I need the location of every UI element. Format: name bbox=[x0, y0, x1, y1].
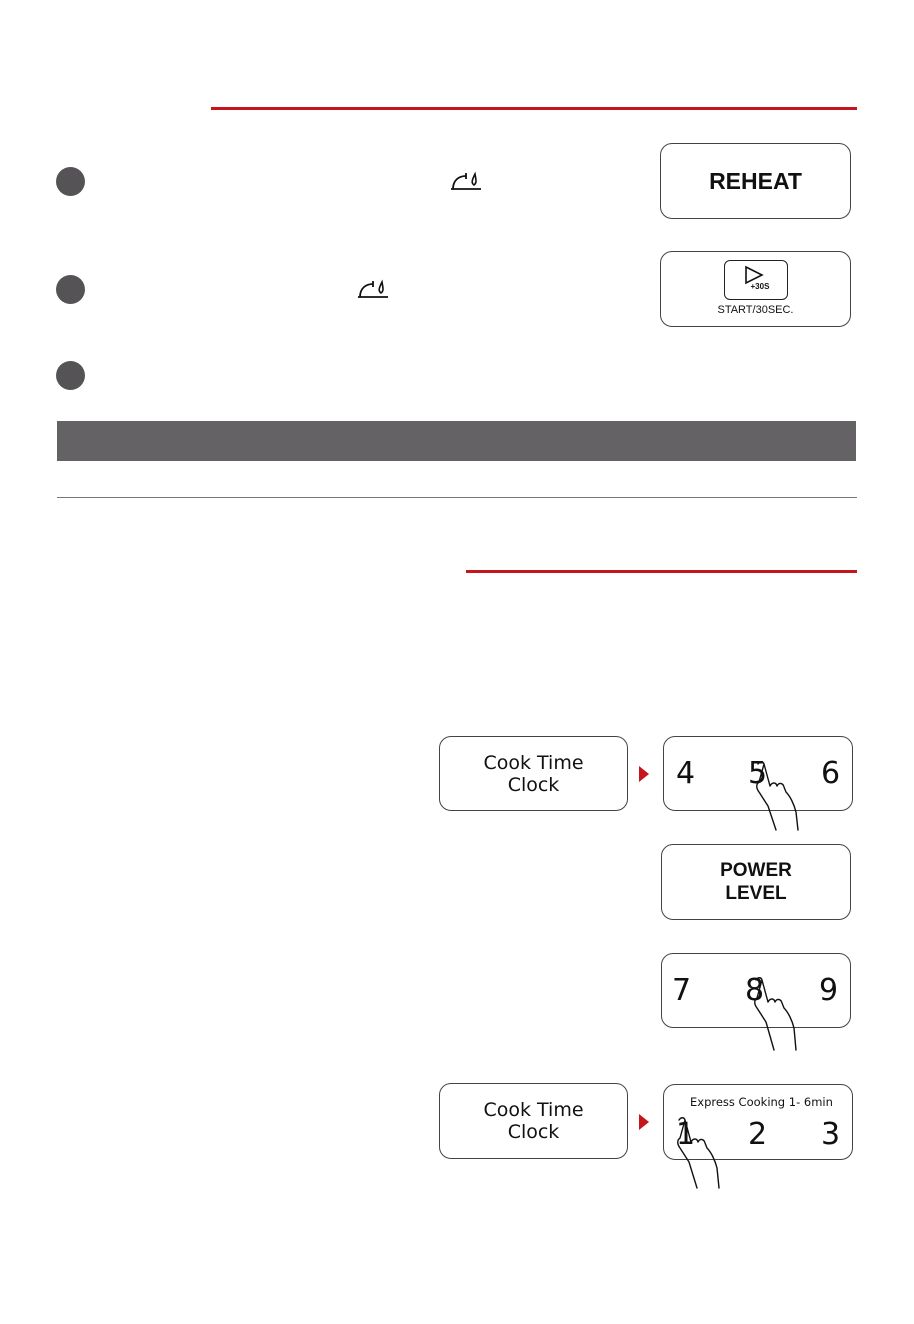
step-1-marker bbox=[56, 167, 85, 196]
step-2-marker bbox=[56, 275, 85, 304]
power-label: POWER bbox=[720, 860, 792, 881]
key-9[interactable]: 9 bbox=[819, 973, 839, 1008]
key-7[interactable]: 7 bbox=[672, 973, 692, 1008]
arrow-right-icon bbox=[639, 1114, 649, 1130]
cook-time-label: Cook Time bbox=[483, 751, 584, 774]
key-2[interactable]: 2 bbox=[748, 1117, 768, 1152]
key-1[interactable]: 1 bbox=[676, 1117, 696, 1152]
cook-time-label: Cook Time bbox=[483, 1099, 584, 1121]
note-bar bbox=[57, 421, 856, 461]
key-3[interactable]: 3 bbox=[821, 1117, 841, 1152]
pointing-hand-icon bbox=[673, 1116, 723, 1190]
arrow-right-icon bbox=[639, 766, 649, 782]
cook-time-clock-button[interactable] bbox=[439, 1083, 628, 1159]
reheat-dish-icon bbox=[356, 278, 390, 300]
section-divider-express bbox=[466, 570, 857, 573]
key-6[interactable]: 6 bbox=[821, 756, 841, 791]
cook-time-clock-button[interactable] bbox=[439, 736, 628, 811]
key-5[interactable]: 5 bbox=[748, 756, 768, 791]
reheat-button[interactable] bbox=[660, 143, 851, 219]
section-divider-top bbox=[211, 107, 857, 110]
step-3-marker bbox=[56, 361, 85, 390]
reheat-dish-icon bbox=[449, 170, 483, 192]
level-label: LEVEL bbox=[725, 883, 787, 904]
start-30sec-label: START/30SEC. bbox=[717, 303, 794, 316]
clock-label: Clock bbox=[507, 773, 560, 796]
plus-30s-text: +30S bbox=[750, 281, 770, 291]
reheat-button-label: REHEAT bbox=[709, 167, 802, 194]
pointing-hand-icon bbox=[748, 756, 802, 832]
express-cooking-caption: Express Cooking 1- 6min bbox=[690, 1095, 833, 1109]
start-30sec-button[interactable] bbox=[660, 251, 851, 327]
clock-label: Clock bbox=[507, 1121, 560, 1143]
key-8[interactable]: 8 bbox=[745, 973, 765, 1008]
power-level-button[interactable] bbox=[661, 844, 851, 920]
section-separator bbox=[57, 497, 857, 498]
key-4[interactable]: 4 bbox=[676, 756, 696, 791]
pointing-hand-icon bbox=[748, 976, 800, 1052]
start-icon-frame bbox=[724, 260, 788, 300]
